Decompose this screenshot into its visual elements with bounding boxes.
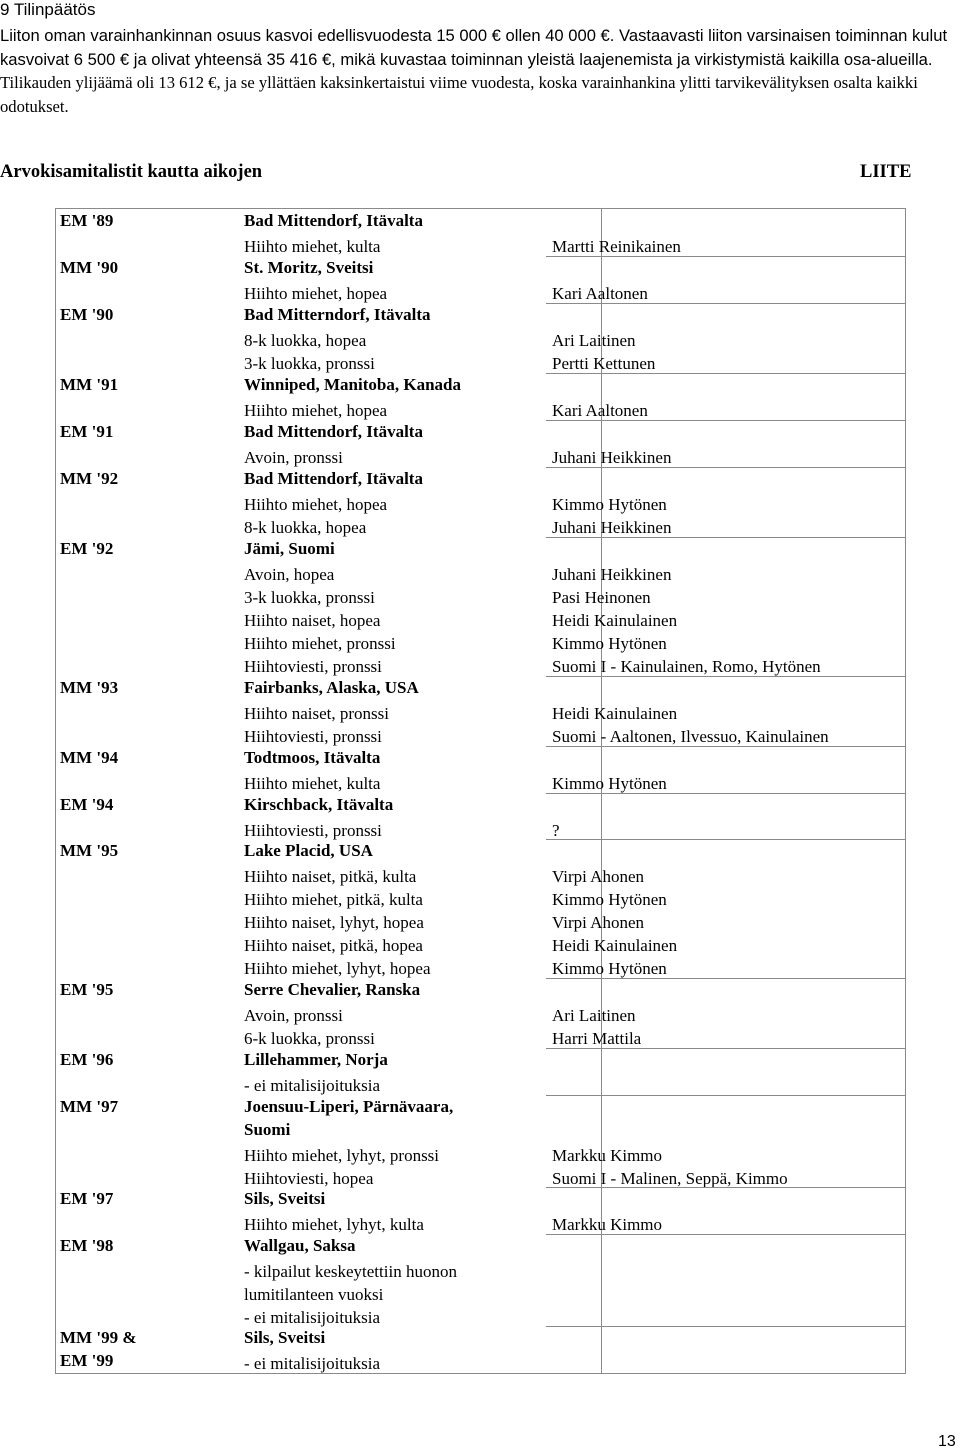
event-label <box>60 467 118 490</box>
medalist-name: ? <box>552 821 560 840</box>
venue-label <box>244 373 461 396</box>
row-divider <box>546 1187 905 1188</box>
event-name: MM '99 & <box>60 1328 137 1347</box>
venue-name: Bad Mittendorf, Itävalta <box>244 469 423 488</box>
medalist-name: Kari Aaltonen <box>552 401 648 420</box>
medalist-name: Juhani Heikkinen <box>552 518 672 537</box>
medal-detail: Hiihto naiset, hopea <box>244 611 381 630</box>
medalist-name: Virpi Ahonen <box>552 913 644 932</box>
page-number: 13 <box>938 1433 956 1450</box>
medal-detail: Avoin, hopea <box>244 565 335 584</box>
row-divider <box>546 467 905 468</box>
medal-detail: Hiihtoviesti, pronssi <box>244 727 382 746</box>
medal-detail: 6-k luokka, pronssi <box>244 1029 375 1048</box>
row-divider <box>546 978 905 979</box>
medal-detail: Hiihto miehet, kulta <box>244 237 381 256</box>
event-name: EM '94 <box>60 795 114 814</box>
medalist-name: Ari Laitinen <box>552 331 636 350</box>
venue-name: Joensuu-Liperi, Pärnävaara, <box>244 1097 454 1116</box>
event-name: EM '96 <box>60 1050 114 1069</box>
medal-detail: Hiihto miehet, pronssi <box>244 634 396 653</box>
medal-detail: Hiihto miehet, hopea <box>244 495 388 514</box>
event-label <box>60 373 118 396</box>
event-name: EM '98 <box>60 1236 114 1255</box>
venue-name: Kirschback, Itävalta <box>244 795 394 814</box>
event-label <box>60 537 113 560</box>
medal-detail: lumitilanteen vuoksi <box>244 1285 384 1304</box>
venue-name: Wallgau, Saksa <box>244 1236 356 1255</box>
medal-detail: Avoin, pronssi <box>244 448 343 467</box>
medalist-name: Kimmo Hytönen <box>552 890 667 909</box>
medal-detail: Hiihtoviesti, hopea <box>244 1169 374 1188</box>
medalist-name: Juhani Heikkinen <box>552 448 672 467</box>
event-name: EM '92 <box>60 539 114 558</box>
medalist-name: Heidi Kainulainen <box>552 611 678 630</box>
event-name: EM '97 <box>60 1189 114 1208</box>
venue-label <box>244 537 335 560</box>
medal-detail: Hiihto miehet, lyhyt, pronssi <box>244 1146 440 1165</box>
event-label <box>60 978 113 1001</box>
row-divider <box>546 793 905 794</box>
event-name: EM '95 <box>60 980 114 999</box>
medalist-name: Martti Reinikainen <box>552 237 681 256</box>
medal-detail: Hiihto naiset, pitkä, kulta <box>244 867 417 886</box>
venue-label <box>244 1326 325 1349</box>
medalist-name: Kimmo Hytönen <box>552 959 667 978</box>
medal-detail: Hiihto naiset, lyhyt, hopea <box>244 913 424 932</box>
event-name-continued: EM '99 <box>60 1351 114 1370</box>
event-name: MM '90 <box>60 258 119 277</box>
medal-detail: 3-k luokka, pronssi <box>244 588 375 607</box>
medalist-name: Markku Kimmo <box>552 1215 663 1234</box>
event-label <box>60 676 118 699</box>
medal-detail: Avoin, pronssi <box>244 1006 343 1025</box>
medalist-name: Virpi Ahonen <box>552 867 644 886</box>
event-name: MM '93 <box>60 678 119 697</box>
row-divider <box>546 1326 905 1327</box>
venue-name: Sils, Sveitsi <box>244 1189 326 1208</box>
table-title: Arvokisamitalistit kautta aikojen <box>0 162 263 182</box>
event-name: MM '91 <box>60 375 119 394</box>
event-label <box>60 746 118 769</box>
medalist-name: Kari Aaltonen <box>552 284 648 303</box>
row-divider <box>546 303 905 304</box>
venue-name: Bad Mitterndorf, Itävalta <box>244 305 431 324</box>
venue-label <box>244 1048 388 1071</box>
intro-text-serif: Tilikauden ylijäämä oli 13 612 €, ja se yllättäen kaksinkertaistui viime vuodesta, koska varainhankina ylitti tarvikevälityksen osalta kaikki odotukset. <box>0 73 918 116</box>
event-label <box>60 1234 113 1257</box>
medal-detail: - ei mitalisijoituksia <box>244 1076 380 1095</box>
medalist-name: Pertti Kettunen <box>552 354 656 373</box>
event-name: MM '97 <box>60 1097 119 1116</box>
medal-detail: 3-k luokka, pronssi <box>244 354 375 373</box>
venue-label <box>244 1095 453 1141</box>
row-divider <box>546 420 905 421</box>
event-label <box>60 839 118 862</box>
medal-detail: Hiihto miehet, kulta <box>244 774 381 793</box>
venue-name: Jämi, Suomi <box>244 539 335 558</box>
venue-label <box>244 978 420 1001</box>
venue-label <box>244 1187 325 1210</box>
row-divider <box>546 373 905 374</box>
medalist-name: Kimmo Hytönen <box>552 634 667 653</box>
medal-detail: Hiihto miehet, lyhyt, hopea <box>244 959 431 978</box>
medalist-name: Heidi Kainulainen <box>552 936 678 955</box>
event-label <box>60 1326 136 1372</box>
medal-detail: Hiihtoviesti, pronssi <box>244 821 382 840</box>
appendix-label: LIITE <box>860 162 912 182</box>
medal-detail: 8-k luokka, hopea <box>244 331 367 350</box>
venue-name: Todtmoos, Itävalta <box>244 748 381 767</box>
venue-label <box>244 793 393 816</box>
medal-detail: Hiihto miehet, lyhyt, kulta <box>244 1215 424 1234</box>
medal-detail: - ei mitalisijoituksia <box>244 1354 380 1373</box>
event-label <box>60 209 113 232</box>
medalist-name: Ari Laitinen <box>552 1006 636 1025</box>
venue-label <box>244 256 373 279</box>
medalist-name: Suomi I - Malinen, Seppä, Kimmo <box>552 1169 788 1188</box>
venue-label <box>244 209 423 232</box>
event-label <box>60 1095 118 1118</box>
medalist-name: Kimmo Hytönen <box>552 495 667 514</box>
medal-detail: Hiihto naiset, pitkä, hopea <box>244 936 423 955</box>
row-divider <box>546 1095 905 1096</box>
event-label <box>60 256 118 279</box>
venue-label <box>244 676 419 699</box>
intro-paragraph <box>0 24 958 118</box>
venue-name: Fairbanks, Alaska, USA <box>244 678 419 697</box>
event-label <box>60 1048 113 1071</box>
medal-detail: - kilpailut keskeytettiin huonon <box>244 1262 457 1281</box>
row-divider <box>546 746 905 747</box>
venue-name: Lillehammer, Norja <box>244 1050 388 1069</box>
section-heading: 9 Tilinpäätös <box>0 0 96 19</box>
venue-label <box>244 467 423 490</box>
event-name: EM '89 <box>60 211 114 230</box>
medalist-name: Heidi Kainulainen <box>552 704 678 723</box>
medal-detail: Hiihto miehet, hopea <box>244 284 388 303</box>
event-name: MM '95 <box>60 841 119 860</box>
event-name: MM '94 <box>60 748 119 767</box>
medalist-name: Harri Mattila <box>552 1029 642 1048</box>
venue-name-continued: Suomi <box>244 1120 291 1139</box>
venue-label <box>244 1234 356 1257</box>
venue-label <box>244 746 380 769</box>
venue-label <box>244 303 431 326</box>
row-divider <box>546 676 905 677</box>
medalist-name: Kimmo Hytönen <box>552 774 667 793</box>
medal-detail: 8-k luokka, hopea <box>244 518 367 537</box>
venue-label <box>244 839 373 862</box>
event-label <box>60 303 113 326</box>
medalist-name: Juhani Heikkinen <box>552 565 672 584</box>
medalist-name: Suomi - Aaltonen, Ilvessuo, Kainulainen <box>552 727 829 746</box>
medal-table <box>55 208 906 1374</box>
venue-name: Winniped, Manitoba, Kanada <box>244 375 461 394</box>
venue-name: Serre Chevalier, Ranska <box>244 980 421 999</box>
medal-detail: Hiihto miehet, pitkä, kulta <box>244 890 423 909</box>
venue-name: Bad Mittendorf, Itävalta <box>244 422 423 441</box>
venue-name: Lake Placid, USA <box>244 841 373 860</box>
event-name: EM '90 <box>60 305 114 324</box>
row-divider <box>546 537 905 538</box>
row-divider <box>546 839 905 840</box>
row-divider <box>546 1048 905 1049</box>
row-divider <box>546 1234 905 1235</box>
row-divider <box>546 256 905 257</box>
event-label <box>60 420 113 443</box>
intro-text: Liiton oman varainhankinnan osuus kasvoi edellisvuodesta 15 000 € ollen 40 000 €. Vastaavasti liiton varsinaisen toiminnan kulut kasvoivat 6 500 € ja olivat yhteensä 35 416 €, mikä kuvastaa toiminnan yleistä laajenemista ja virkistymistä kaikilla osa-alueilla. <box>0 26 948 69</box>
medalist-name: Markku Kimmo <box>552 1146 663 1165</box>
medal-detail: Hiihto naiset, pronssi <box>244 704 389 723</box>
medalist-name: Suomi I - Kainulainen, Romo, Hytönen <box>552 657 821 676</box>
medal-detail: Hiihto miehet, hopea <box>244 401 388 420</box>
event-name: EM '91 <box>60 422 114 441</box>
venue-name: Bad Mittendorf, Itävalta <box>244 211 423 230</box>
venue-name: Sils, Sveitsi <box>244 1328 326 1347</box>
event-label <box>60 1187 113 1210</box>
medalist-name: Pasi Heinonen <box>552 588 651 607</box>
medal-detail: - ei mitalisijoituksia <box>244 1308 380 1327</box>
event-label <box>60 793 113 816</box>
venue-label <box>244 420 423 443</box>
medal-detail: Hiihtoviesti, pronssi <box>244 657 382 676</box>
venue-name: St. Moritz, Sveitsi <box>244 258 374 277</box>
event-name: MM '92 <box>60 469 119 488</box>
